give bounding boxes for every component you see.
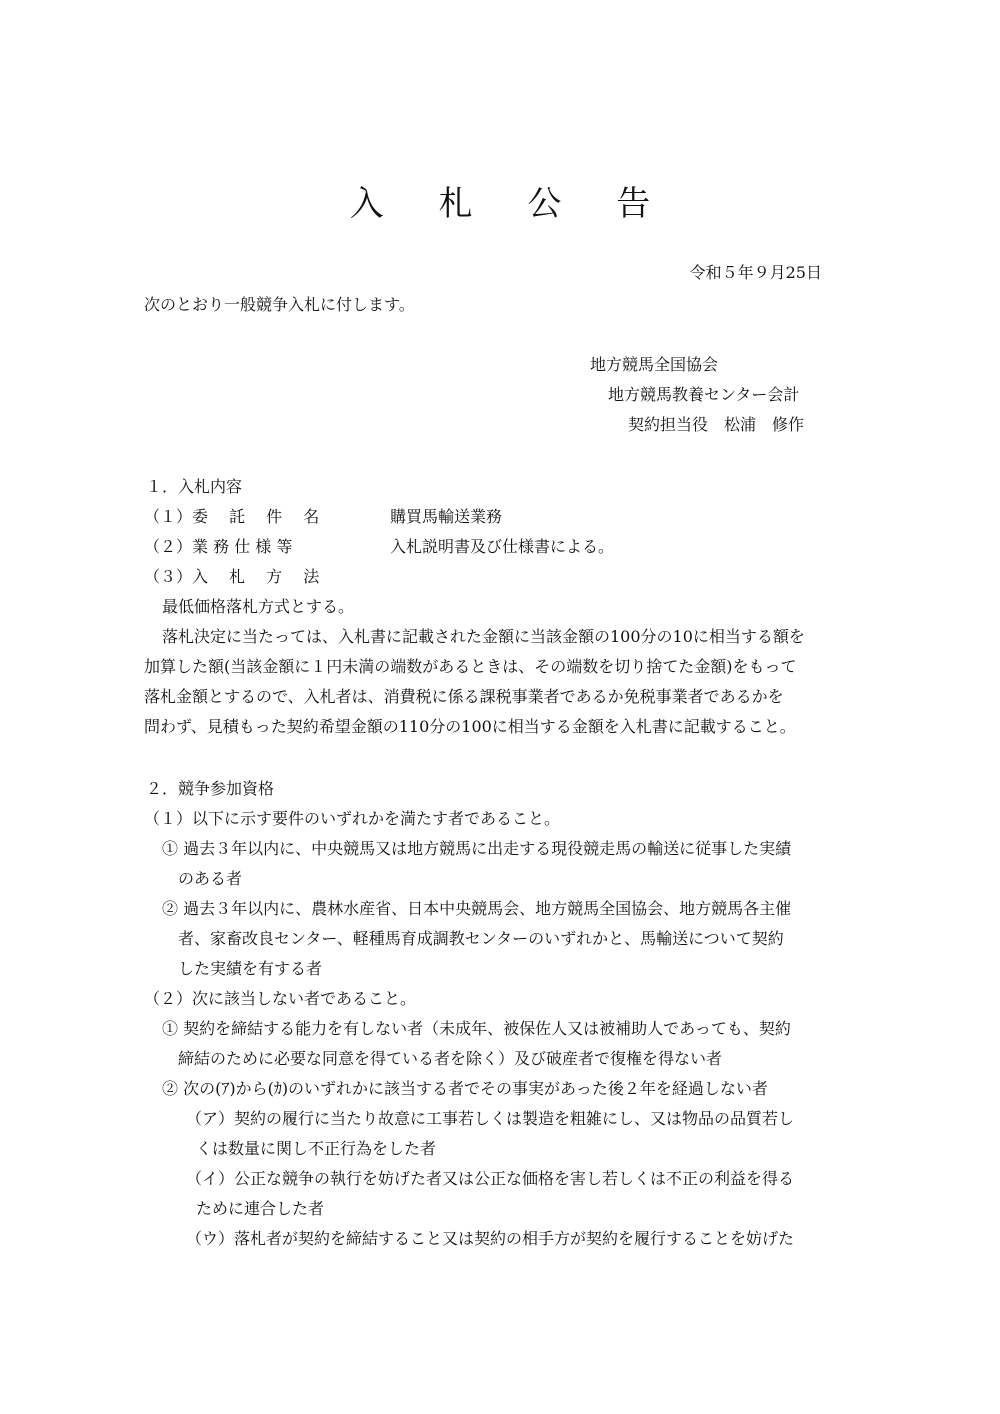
item3-label: （３）入 札 方 法 (144, 567, 320, 586)
sub-item-a-cont: くは数量に関し不正行為をした者 (196, 1139, 437, 1158)
item2-label: （２）業 務 仕 様 等 (144, 537, 293, 556)
section2-heading: ２．競争参加資格 (146, 779, 275, 798)
paragraph-line: 加算した額(当該金額に１円未満の端数があるときは、その端数を切り捨てた金額)をもって (144, 657, 797, 676)
issuer-dept: 地方競馬教養センター会計 (608, 385, 800, 404)
intro-text: 次のとおり一般競争入札に付します。 (144, 295, 415, 314)
paragraph-line: 落札金額とするので、入札者は、消費税に係る課税事業者であるか免税事業者であるかを (144, 687, 784, 706)
requirement-1a-cont: のある者 (178, 869, 243, 888)
section1-heading: １．入札内容 (146, 477, 243, 496)
document-title: 入 札 公 告 (349, 184, 673, 224)
issuer-org: 地方競馬全国協会 (590, 355, 719, 374)
item1-value: 購買馬輸送業務 (390, 507, 503, 526)
requirement-1: （１）以下に示す要件のいずれかを満たす者であること。 (144, 809, 561, 828)
item2-value: 入札説明書及び仕様書による。 (390, 537, 615, 556)
sub-item-i-cont: ために連合した者 (196, 1199, 325, 1218)
requirement-2b: ② 次の(ｱ)から(ｶ)のいずれかに該当する者でその事実があった後２年を経過しない者 (162, 1079, 768, 1098)
sub-item-i: （イ）公正な競争の執行を妨げた者又は公正な価格を害し若しくは不正の利益を得る (186, 1169, 795, 1188)
paragraph-line: 落札決定に当たっては、入札書に記載された金額に当該金額の100分の10に相当する額を (162, 627, 805, 646)
issuer-officer: 契約担当役 松浦 修作 (628, 415, 805, 434)
sub-item-a: （ア）契約の履行に当たり故意に工事若しくは製造を粗雑にし、又は物品の品質若し (186, 1109, 795, 1128)
requirement-1b-cont: 者、家畜改良センター、軽種馬育成調教センターのいずれかと、馬輸送について契約 (178, 929, 784, 948)
method-line: 最低価格落札方式とする。 (162, 597, 355, 616)
requirement-2a: ① 契約を締結する能力を有しない者（未成年、被保佐人又は被補助人であっても、契約 (162, 1019, 791, 1038)
requirement-1b: ② 過去３年以内に、農林水産省、日本中央競馬会、地方競馬全国協会、地方競馬各主催 (162, 899, 792, 918)
requirement-2a-cont: 締結のために必要な同意を得ている者を除く）及び破産者で復権を得ない者 (178, 1049, 723, 1068)
requirement-1a: ① 過去３年以内に、中央競馬又は地方競馬に出走する現役競走馬の輸送に従事した実績 (162, 839, 792, 858)
sub-item-u: （ウ）落札者が契約を締結すること又は契約の相手方が契約を履行することを妨げた (186, 1229, 795, 1248)
item1-label: （１）委 託 件 名 (144, 507, 320, 526)
paragraph-line: 問わず、見積もった契約希望金額の110分の100に相当する金額を入札書に記載すること。 (144, 717, 796, 736)
requirement-1b-cont: した実績を有する者 (178, 959, 323, 978)
issue-date: 令和５年９月25日 (689, 263, 822, 282)
requirement-2: （２）次に該当しない者であること。 (144, 989, 417, 1008)
